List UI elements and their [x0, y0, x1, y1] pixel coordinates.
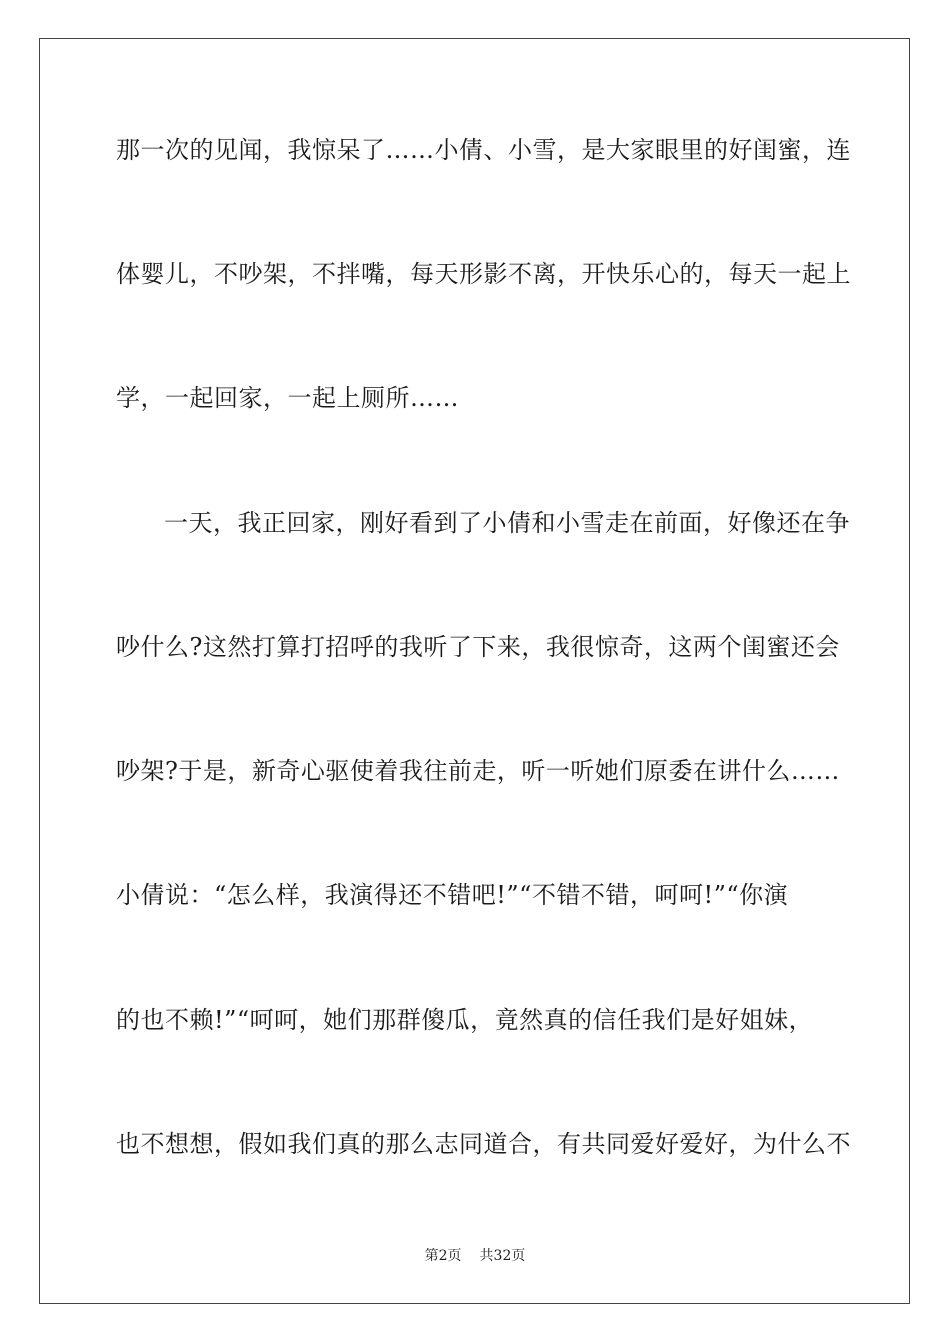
text-line: 小倩说：“怎么样，我演得还不错吧!”“不错不错，呵呵!”“你演: [116, 881, 789, 909]
text-line: 那一次的见闻，我惊呆了……小倩、小雪，是大家眼里的好闺蜜，连: [116, 136, 851, 164]
text-line: 吵什么?这然打算打招呼的我听了下来，我很惊奇，这两个闺蜜还会: [116, 633, 840, 661]
text-line: 吵架?于是，新奇心驱使着我往前走，听一听她们原委在讲什么……: [116, 757, 840, 785]
page-footer: [0, 1246, 950, 1266]
text-line: 体婴儿，不吵架，不拌嘴，每天形影不离，开快乐心的，每天一起上: [116, 260, 851, 288]
page-total: 共32页: [479, 1248, 526, 1264]
text-line: 的也不赖!”“呵呵，她们那群傻瓜，竟然真的信任我们是好姐妹，: [116, 1006, 814, 1034]
text-line: 学，一起回家，一起上厕所……: [116, 384, 459, 412]
text-line: 也不想想，假如我们真的那么志同道合，有共同爱好爱好，为什么不: [116, 1130, 851, 1158]
page-border: [39, 38, 910, 1304]
paragraph-start-line: 一天，我正回家，刚好看到了小倩和小雪走在前面，好像还在争: [164, 509, 850, 537]
page-number: 第2页: [424, 1248, 462, 1264]
